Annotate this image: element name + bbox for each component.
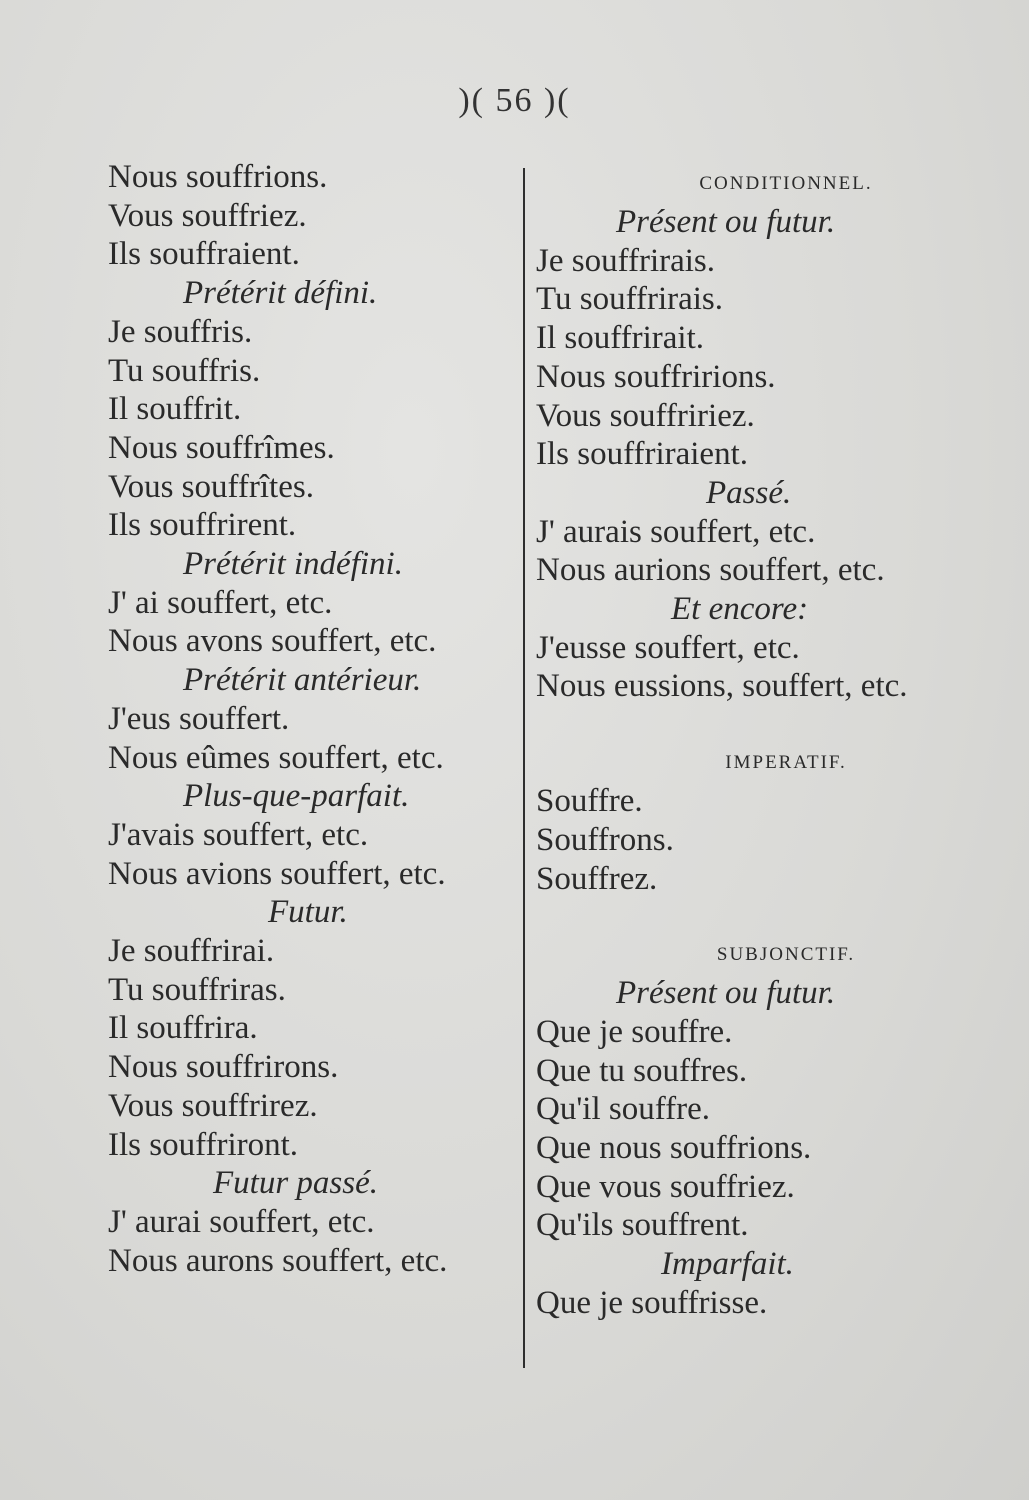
tense-heading: Prétérit défini.: [183, 275, 378, 312]
conjugation-line: Souffrez.: [536, 860, 658, 897]
tense-heading: Imparfait.: [661, 1246, 794, 1283]
conjugation-line: Je souffrirai.: [108, 933, 275, 970]
conjugation-line: Nous aurions souffert, etc.: [536, 552, 885, 589]
mood-title: IMPERATIF.: [725, 752, 847, 774]
conjugation-line: Nous souffrirons.: [108, 1049, 339, 1086]
tense-heading: Passé.: [706, 474, 792, 511]
conjugation-line: Ils souffraient.: [108, 236, 300, 273]
conjugation-line: Tu souffris.: [108, 352, 261, 389]
conjugation-line: Nous souffrîmes.: [108, 429, 335, 466]
conjugation-line: J'avais souffert, etc.: [108, 816, 369, 853]
conjugation-line: Il souffrira.: [108, 1010, 258, 1047]
page-number: )( 56 )(: [458, 82, 571, 119]
tense-heading: Prétérit antérieur.: [183, 662, 422, 699]
conjugation-line: Je souffrirais.: [536, 242, 716, 279]
mood-title: SUBJONCTIF.: [716, 944, 856, 966]
conjugation-line: J'eus souffert.: [108, 700, 290, 737]
spacer: [536, 898, 996, 936]
tense-heading: Futur.: [268, 894, 348, 931]
conjugation-line: Nous souffririons.: [536, 358, 776, 395]
conjugation-line: Nous souffrions.: [108, 159, 328, 195]
conjugation-line: Tu souffriras.: [108, 971, 286, 1008]
tense-heading: Et encore:: [671, 591, 809, 628]
conjugation-line: Que tu souffres.: [536, 1052, 748, 1089]
conjugation-line: Vous souffriez.: [108, 197, 307, 234]
spacer: [536, 706, 996, 744]
conjugation-line: Souffre.: [536, 783, 643, 820]
conjugation-line: Vous souffrîtes.: [108, 468, 314, 505]
tense-heading: Présent ou futur.: [616, 975, 836, 1012]
conjugation-line: Nous eussions, souffert, etc.: [536, 668, 908, 705]
conjugation-line: Je souffris.: [108, 313, 253, 350]
conjugation-line: Qu'ils souffrent.: [536, 1207, 749, 1244]
tense-heading: Prétérit indéfini.: [183, 546, 403, 583]
conjugation-line: Vous souffrirez.: [108, 1087, 318, 1124]
conjugation-line: Nous eûmes souffert, etc.: [108, 739, 444, 776]
conjugation-line: Vous souffririez.: [536, 397, 755, 434]
conjugation-line: Souffrons.: [536, 821, 674, 858]
tense-heading: Présent ou futur.: [616, 204, 836, 240]
conjugation-line: Que je souffrisse.: [536, 1284, 768, 1321]
conjugation-line: Ils souffrirent.: [108, 507, 297, 544]
conjugation-line: Tu souffrirais.: [536, 281, 724, 318]
conjugation-line: Que vous souffriez.: [536, 1168, 795, 1205]
conjugation-line: Qu'il souffre.: [536, 1091, 710, 1128]
conjugation-line: J' ai souffert, etc.: [108, 584, 333, 621]
conjugation-line: Que je souffre.: [536, 1013, 733, 1050]
conjugation-line: Il souffrirait.: [536, 320, 705, 357]
conjugation-line: J' aurais souffert, etc.: [536, 513, 816, 550]
conjugation-line: Nous avions souffert, etc.: [108, 855, 446, 892]
conjugation-line: J'eusse souffert, etc.: [536, 629, 800, 666]
conjugation-line: Ils souffriraient.: [536, 436, 749, 473]
right-column: [536, 165, 996, 1323]
tense-heading: Plus-que-parfait.: [183, 778, 410, 815]
mood-title: CONDITIONNEL.: [699, 173, 873, 194]
tense-heading: Futur passé.: [213, 1165, 378, 1202]
column-divider: [523, 168, 525, 1368]
conjugation-line: Ils souffriront.: [108, 1126, 299, 1163]
conjugation-line: Nous aurons souffert, etc.: [108, 1242, 448, 1279]
conjugation-line: Que nous souffrions.: [536, 1130, 812, 1167]
conjugation-line: Il souffrit.: [108, 391, 242, 428]
conjugation-line: J' aurai souffert, etc.: [108, 1203, 375, 1240]
conjugation-line: Nous avons souffert, etc.: [108, 623, 437, 660]
left-column: [108, 158, 518, 1280]
